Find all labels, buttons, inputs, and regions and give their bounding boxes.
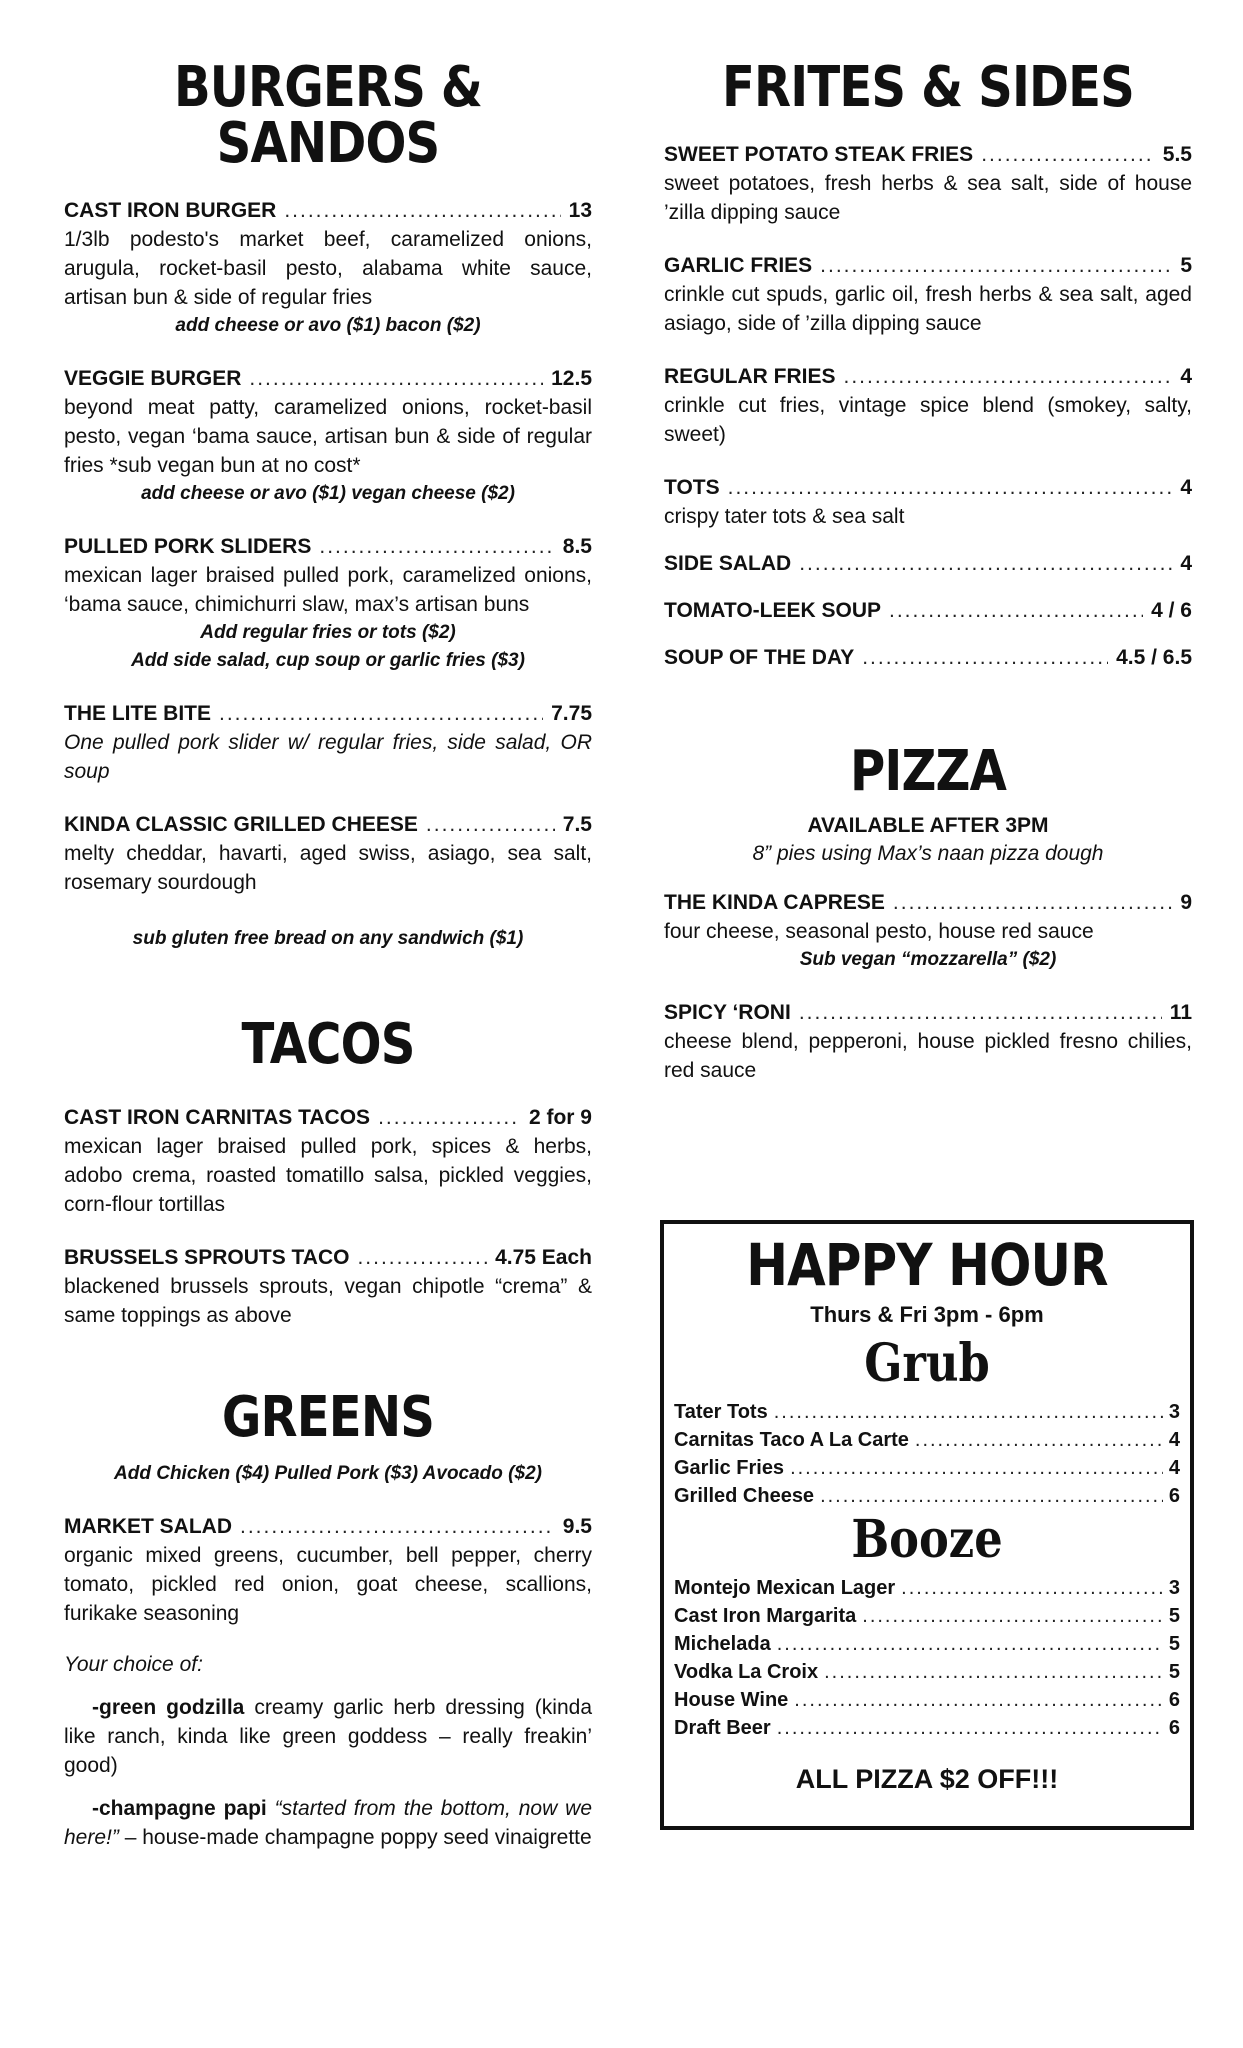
leader-dots [794, 1686, 1163, 1714]
menu-item [64, 1243, 592, 1330]
item-addon: add cheese or avo ($1) bacon ($2) [175, 315, 481, 336]
dressing-name: -green godzilla [92, 1696, 245, 1719]
item-name: KINDA CLASSIC GRILLED CHEESE [64, 813, 418, 836]
dressing-option [64, 1794, 592, 1852]
item-price: 4 [1180, 476, 1192, 499]
leader-dots [862, 1602, 1163, 1630]
leader-dots [319, 532, 554, 561]
leader-dots [728, 473, 1173, 502]
menu-item [664, 596, 1192, 625]
item-price: 4.75 Each [495, 1246, 592, 1269]
item-price: 4 [1168, 1457, 1180, 1479]
leader-dots [981, 140, 1155, 169]
list-item [674, 1574, 1180, 1602]
item-price: 11 [1169, 1001, 1192, 1024]
list-item [674, 1630, 1180, 1658]
leader-dots [799, 549, 1172, 578]
happy-hour-box [660, 1220, 1194, 1830]
menu-item [664, 888, 1192, 974]
grub-list [674, 1398, 1180, 1510]
happy-hour-pizza-deal: ALL PIZZA $2 OFF!!! [795, 1764, 1059, 1794]
item-price: 9.5 [562, 1515, 592, 1538]
leader-dots [915, 1426, 1163, 1454]
menu-item [664, 473, 1192, 531]
item-price: 4 [1168, 1429, 1180, 1451]
item-price: 4.5 / 6.5 [1116, 646, 1192, 669]
item-description: crispy tater tots & sea salt [664, 505, 905, 528]
item-description: cheese blend, pepperoni, house pickled fresno chilies, red sauce [664, 1030, 1192, 1082]
menu-item [64, 364, 592, 508]
item-name: PULLED PORK SLIDERS [64, 535, 312, 558]
leader-dots [240, 1512, 555, 1541]
gluten-free-note: sub gluten free bread on any sandwich ($1) [132, 928, 524, 949]
dressing-name: -champagne papi [92, 1797, 267, 1820]
item-price: 13 [568, 199, 592, 222]
item-description: organic mixed greens, cucumber, bell pepper, cherry tomato, pickled red onion, goat cheese, scallions, furikake seasoning [64, 1544, 592, 1625]
item-name: Michelada [674, 1633, 771, 1655]
item-price: 6 [1168, 1717, 1180, 1739]
menu-item [664, 549, 1192, 578]
item-price: 3 [1168, 1577, 1180, 1599]
leader-dots [219, 699, 543, 728]
item-name: CAST IRON BURGER [64, 199, 277, 222]
list-item [674, 1686, 1180, 1714]
list-item [674, 1714, 1180, 1742]
item-name: GARLIC FRIES [664, 254, 813, 277]
item-price: 4 / 6 [1151, 599, 1192, 622]
grub-title: Grub [864, 1333, 990, 1394]
item-price: 12.5 [551, 367, 592, 390]
leader-dots [862, 643, 1108, 672]
item-price: 7.5 [562, 813, 592, 836]
booze-title: Booze [851, 1509, 1003, 1570]
menu-item [64, 532, 592, 675]
right-column [664, 0, 1192, 1085]
item-addon: Sub vegan “mozzarella” ($2) [799, 949, 1057, 970]
item-name: Garlic Fries [674, 1457, 785, 1479]
item-name: Carnitas Taco A La Carte [674, 1429, 909, 1451]
item-name: House Wine [674, 1689, 789, 1711]
dressing-option [64, 1693, 592, 1780]
item-price: 4 [1180, 552, 1192, 575]
list-item [674, 1426, 1180, 1454]
item-name: Tater Tots [674, 1401, 768, 1423]
item-description: One pulled pork slider w/ regular fries, side salad, OR soup [64, 731, 592, 783]
item-price: 5 [1180, 254, 1192, 277]
leader-dots [249, 364, 543, 393]
greens-addons: Add Chicken ($4) Pulled Pork ($3) Avocado ($2) [114, 1463, 542, 1484]
item-name: SOUP OF THE DAY [664, 646, 855, 669]
list-item [674, 1602, 1180, 1630]
menu-item [664, 251, 1192, 338]
item-price: 4 [1180, 365, 1192, 388]
leader-dots [799, 998, 1162, 1027]
dressing-choice-label: Your choice of: [64, 1653, 203, 1676]
item-price: 7.75 [551, 702, 592, 725]
menu-item [664, 140, 1192, 227]
item-description: melty cheddar, havarti, aged swiss, asiago, sea salt, rosemary sourdough [64, 842, 592, 894]
item-name: VEGGIE BURGER [64, 367, 242, 390]
leader-dots [824, 1658, 1163, 1686]
menu-item [664, 362, 1192, 449]
list-item [674, 1482, 1180, 1510]
list-item [674, 1658, 1180, 1686]
item-description: 1/3lb podesto's market beef, caramelized onions, arugula, rocket-basil pesto, alabama white sauce, artisan bun & side of regular fries [64, 228, 592, 309]
item-description: crinkle cut spuds, garlic oil, fresh herbs & sea salt, aged asiago, side of ’zilla dipping sauce [664, 283, 1192, 335]
list-item [674, 1454, 1180, 1482]
item-name: SPICY ‘RONI [664, 1001, 791, 1024]
item-addon: add cheese or avo ($1) vegan cheese ($2) [141, 483, 515, 504]
item-price: 3 [1168, 1401, 1180, 1423]
item-name: Montejo Mexican Lager [674, 1577, 896, 1599]
dressing-description: creamy garlic herb dressing (kinda like ranch, kinda like green goddess – really freakin’ good) [64, 1696, 592, 1777]
pizza-subtitle: 8” pies using Max’s naan pizza dough [752, 842, 1104, 865]
leader-dots [893, 888, 1172, 917]
item-price: 8.5 [562, 535, 592, 558]
list-item [674, 1398, 1180, 1426]
leader-dots [426, 810, 555, 839]
item-description: blackened brussels sprouts, vegan chipotle “crema” & same toppings as above [64, 1275, 592, 1327]
happy-hour-schedule: Thurs & Fri 3pm - 6pm [810, 1302, 1044, 1327]
menu-item [64, 810, 592, 897]
leader-dots [889, 596, 1143, 625]
item-name: BRUSSELS SPROUTS TACO [64, 1246, 350, 1269]
item-name: MARKET SALAD [64, 1515, 232, 1538]
item-name: Draft Beer [674, 1717, 771, 1739]
menu-item [64, 1103, 592, 1219]
leader-dots [820, 251, 1172, 280]
happy-hour-title: HAPPY HOUR [746, 1231, 1108, 1299]
item-description: crinkle cut fries, vintage spice blend (smokey, salty, sweet) [664, 394, 1192, 446]
item-price: 6 [1168, 1485, 1180, 1507]
item-price: 9 [1180, 891, 1192, 914]
menu-item [64, 1512, 592, 1628]
item-addon: Add side salad, cup soup or garlic fries ($3) [131, 650, 525, 671]
dressing-quote: “started from the bottom, now we here!” [64, 1797, 593, 1849]
item-name: SWEET POTATO STEAK FRIES [664, 143, 974, 166]
left-column [64, 0, 592, 1852]
leader-dots [844, 362, 1173, 391]
item-name: Cast Iron Margarita [674, 1605, 857, 1627]
leader-dots [284, 196, 560, 225]
item-description: four cheese, seasonal pesto, house red sauce [664, 920, 1094, 943]
leader-dots [378, 1103, 521, 1132]
leader-dots [357, 1243, 487, 1272]
item-name: THE LITE BITE [64, 702, 211, 725]
item-name: SIDE SALAD [664, 552, 792, 575]
menu-item [64, 196, 592, 340]
item-name: REGULAR FRIES [664, 365, 836, 388]
item-price: 5.5 [1162, 143, 1192, 166]
leader-dots [820, 1482, 1163, 1510]
dressing-description: – house-made champagne poppy seed vinaigrette [118, 1826, 592, 1849]
pizza-availability: AVAILABLE AFTER 3PM [807, 814, 1049, 837]
item-addon: Add regular fries or tots ($2) [200, 622, 456, 643]
booze-list [674, 1574, 1180, 1742]
menu-item [664, 643, 1192, 672]
item-price: 2 for 9 [528, 1106, 592, 1129]
leader-dots [774, 1398, 1163, 1426]
item-description: beyond meat patty, caramelized onions, rocket-basil pesto, vegan ‘bama sauce, artisan bun & side of regular fries *sub vegan bun at no cost* [64, 396, 592, 477]
leader-dots [777, 1630, 1163, 1658]
item-description: sweet potatoes, fresh herbs & sea salt, side of house ’zilla dipping sauce [664, 172, 1192, 224]
item-price: 5 [1168, 1605, 1180, 1627]
leader-dots [790, 1454, 1163, 1482]
item-price: 5 [1168, 1661, 1180, 1683]
pizza-title: PIZZA [849, 739, 1007, 804]
greens-title: GREENS [221, 1385, 435, 1450]
item-price: 5 [1168, 1633, 1180, 1655]
menu-item [64, 699, 592, 786]
item-name: Grilled Cheese [674, 1485, 815, 1507]
item-name: TOMATO-LEEK SOUP [664, 599, 882, 622]
item-name: CAST IRON CARNITAS TACOS [64, 1106, 371, 1129]
item-description: mexican lager braised pulled pork, spices & herbs, adobo crema, roasted tomatillo salsa, pickled veggies, corn-flour tortillas [64, 1135, 592, 1216]
menu-item [664, 998, 1192, 1085]
item-description: mexican lager braised pulled pork, caramelized onions, ‘bama sauce, chimichurri slaw, max’s artisan buns [64, 564, 592, 616]
item-name: Vodka La Croix [674, 1661, 819, 1683]
leader-dots [901, 1574, 1163, 1602]
item-price: 6 [1168, 1689, 1180, 1711]
item-name: THE KINDA CAPRESE [664, 891, 885, 914]
burgers-title: BURGERS & SANDOS [173, 55, 483, 176]
frites-title: FRITES & SIDES [722, 55, 1134, 120]
item-name: TOTS [664, 476, 720, 499]
leader-dots [777, 1714, 1163, 1742]
tacos-title: TACOS [241, 1012, 415, 1077]
